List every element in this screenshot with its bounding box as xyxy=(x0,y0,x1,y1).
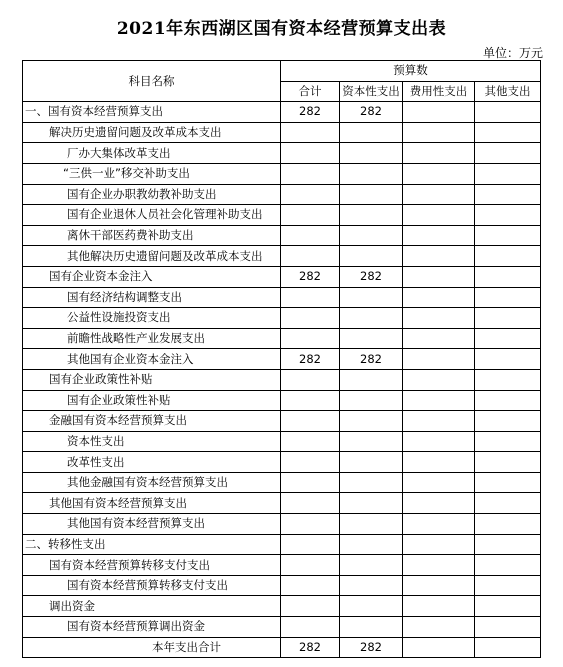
cell-expense xyxy=(403,493,475,514)
cell-expense xyxy=(403,225,475,246)
cell-expense xyxy=(403,431,475,452)
cell-expense xyxy=(403,102,475,123)
cell-capital: 282 xyxy=(340,266,403,287)
header-col-expense: 费用性支出 xyxy=(403,81,475,102)
cell-other xyxy=(475,122,541,143)
table-row xyxy=(23,163,541,184)
table-row xyxy=(23,308,541,329)
table-row xyxy=(23,637,541,658)
table-row xyxy=(23,575,541,596)
cell-expense xyxy=(403,534,475,555)
table-row xyxy=(23,369,541,390)
cell-other xyxy=(475,411,541,432)
header-budget-group: 预算数 xyxy=(281,61,541,82)
cell-total xyxy=(281,452,340,473)
cell-other xyxy=(475,102,541,123)
table-row xyxy=(23,328,541,349)
cell-other xyxy=(475,555,541,576)
cell-total xyxy=(281,225,340,246)
cell-capital xyxy=(340,534,403,555)
cell-total xyxy=(281,163,340,184)
cell-other xyxy=(475,205,541,226)
cell-expense xyxy=(403,555,475,576)
cell-capital xyxy=(340,452,403,473)
cell-capital xyxy=(340,225,403,246)
row-subject-name: 国有企业资本金注入 xyxy=(23,266,281,287)
cell-other xyxy=(475,637,541,658)
cell-expense xyxy=(403,328,475,349)
row-subject-name: 国有经济结构调整支出 xyxy=(23,287,281,308)
header-subject-name: 科目名称 xyxy=(23,61,281,102)
cell-capital xyxy=(340,472,403,493)
cell-capital xyxy=(340,163,403,184)
cell-other xyxy=(475,143,541,164)
row-subject-name: 离休干部医药费补助支出 xyxy=(23,225,281,246)
cell-other xyxy=(475,452,541,473)
cell-expense xyxy=(403,287,475,308)
cell-capital xyxy=(340,575,403,596)
cell-total xyxy=(281,493,340,514)
unit-label: 单位：万元 xyxy=(482,46,543,60)
row-subject-name: 其他国有资本经营预算支出 xyxy=(23,514,281,535)
row-subject-name: 国有企业政策性补贴 xyxy=(23,369,281,390)
cell-other xyxy=(475,493,541,514)
table-row xyxy=(23,266,541,287)
cell-other xyxy=(475,575,541,596)
cell-capital xyxy=(340,308,403,329)
cell-other xyxy=(475,266,541,287)
row-subject-name: 资本性支出 xyxy=(23,431,281,452)
table-row xyxy=(23,287,541,308)
table-row xyxy=(23,205,541,226)
table-row xyxy=(23,225,541,246)
cell-total xyxy=(281,472,340,493)
row-subject-name: 金融国有资本经营预算支出 xyxy=(23,411,281,432)
cell-expense xyxy=(403,308,475,329)
cell-capital xyxy=(340,390,403,411)
cell-capital: 282 xyxy=(340,102,403,123)
cell-expense xyxy=(403,390,475,411)
row-subject-name: 国有资本经营预算转移支付支出 xyxy=(23,555,281,576)
cell-total xyxy=(281,369,340,390)
cell-expense xyxy=(403,452,475,473)
table-row xyxy=(23,534,541,555)
row-subject-name: 解决历史遗留问题及改革成本支出 xyxy=(23,122,281,143)
cell-other xyxy=(475,163,541,184)
cell-total xyxy=(281,534,340,555)
cell-expense xyxy=(403,205,475,226)
row-subject-name: 国有企业办职教幼教补助支出 xyxy=(23,184,281,205)
cell-capital xyxy=(340,431,403,452)
cell-other xyxy=(475,225,541,246)
cell-other xyxy=(475,596,541,617)
row-subject-name: 本年支出合计 xyxy=(23,637,281,658)
cell-total xyxy=(281,514,340,535)
table-row xyxy=(23,555,541,576)
cell-total xyxy=(281,555,340,576)
cell-total xyxy=(281,122,340,143)
cell-total: 282 xyxy=(281,102,340,123)
row-subject-name: 前瞻性战略性产业发展支出 xyxy=(23,328,281,349)
row-subject-name: 其他国有资本经营预算支出 xyxy=(23,493,281,514)
table-row xyxy=(23,411,541,432)
table-row xyxy=(23,143,541,164)
header-col-capital: 资本性支出 xyxy=(340,81,403,102)
cell-total xyxy=(281,596,340,617)
cell-other xyxy=(475,308,541,329)
cell-capital xyxy=(340,328,403,349)
cell-expense xyxy=(403,514,475,535)
row-subject-name: 调出资金 xyxy=(23,596,281,617)
cell-capital: 282 xyxy=(340,349,403,370)
cell-total xyxy=(281,246,340,267)
row-subject-name: 改革性支出 xyxy=(23,452,281,473)
row-subject-name: 二、转移性支出 xyxy=(23,534,281,555)
table-row xyxy=(23,431,541,452)
cell-capital: 282 xyxy=(340,637,403,658)
page-title: 2021年东西湖区国有资本经营预算支出表 xyxy=(116,19,447,39)
cell-total xyxy=(281,328,340,349)
cell-other xyxy=(475,287,541,308)
cell-other xyxy=(475,369,541,390)
row-subject-name: 其他解决历史遗留问题及改革成本支出 xyxy=(23,246,281,267)
cell-total xyxy=(281,287,340,308)
row-subject-name: 国有企业退休人员社会化管理补助支出 xyxy=(23,205,281,226)
cell-other xyxy=(475,472,541,493)
cell-total: 282 xyxy=(281,637,340,658)
cell-other xyxy=(475,246,541,267)
table-row xyxy=(23,184,541,205)
cell-capital xyxy=(340,596,403,617)
cell-expense xyxy=(403,349,475,370)
cell-expense xyxy=(403,143,475,164)
cell-total xyxy=(281,411,340,432)
row-subject-name: 国有企业政策性补贴 xyxy=(23,390,281,411)
row-subject-name: 国有资本经营预算调出资金 xyxy=(23,617,281,638)
row-subject-name: “三供一业”移交补助支出 xyxy=(23,163,281,184)
cell-capital xyxy=(340,205,403,226)
cell-total xyxy=(281,308,340,329)
row-subject-name: 公益性设施投资支出 xyxy=(23,308,281,329)
cell-total: 282 xyxy=(281,349,340,370)
cell-other xyxy=(475,390,541,411)
cell-capital xyxy=(340,617,403,638)
cell-capital xyxy=(340,184,403,205)
cell-other xyxy=(475,431,541,452)
cell-expense xyxy=(403,184,475,205)
cell-expense xyxy=(403,617,475,638)
table-row xyxy=(23,246,541,267)
row-subject-name: 其他国有企业资本金注入 xyxy=(23,349,281,370)
cell-other xyxy=(475,617,541,638)
cell-other xyxy=(475,534,541,555)
cell-capital xyxy=(340,369,403,390)
table-row xyxy=(23,452,541,473)
table-row xyxy=(23,472,541,493)
cell-capital xyxy=(340,493,403,514)
table-row xyxy=(23,102,541,123)
cell-capital xyxy=(340,555,403,576)
table-body xyxy=(23,102,541,658)
row-subject-name: 国有资本经营预算转移支付支出 xyxy=(23,575,281,596)
cell-total xyxy=(281,205,340,226)
cell-expense xyxy=(403,575,475,596)
cell-other xyxy=(475,514,541,535)
table-row xyxy=(23,514,541,535)
cell-expense xyxy=(403,637,475,658)
cell-expense xyxy=(403,246,475,267)
cell-total xyxy=(281,390,340,411)
cell-total xyxy=(281,184,340,205)
budget-table xyxy=(22,60,541,658)
cell-capital xyxy=(340,514,403,535)
cell-expense xyxy=(403,163,475,184)
cell-total xyxy=(281,575,340,596)
cell-other xyxy=(475,349,541,370)
cell-capital xyxy=(340,122,403,143)
cell-capital xyxy=(340,287,403,308)
cell-total xyxy=(281,143,340,164)
table-row xyxy=(23,122,541,143)
cell-other xyxy=(475,184,541,205)
table-row xyxy=(23,617,541,638)
cell-total xyxy=(281,431,340,452)
table-row xyxy=(23,390,541,411)
cell-expense xyxy=(403,266,475,287)
table-row xyxy=(23,493,541,514)
table-row xyxy=(23,349,541,370)
cell-capital xyxy=(340,246,403,267)
header-col-other: 其他支出 xyxy=(475,81,541,102)
row-subject-name: 其他金融国有资本经营预算支出 xyxy=(23,472,281,493)
cell-other xyxy=(475,328,541,349)
row-subject-name: 一、国有资本经营预算支出 xyxy=(23,102,281,123)
cell-expense xyxy=(403,472,475,493)
cell-expense xyxy=(403,596,475,617)
cell-capital xyxy=(340,411,403,432)
cell-total xyxy=(281,617,340,638)
cell-expense xyxy=(403,369,475,390)
header-col-total: 合计 xyxy=(281,81,340,102)
cell-total: 282 xyxy=(281,266,340,287)
cell-expense xyxy=(403,411,475,432)
table-row xyxy=(23,596,541,617)
cell-expense xyxy=(403,122,475,143)
row-subject-name: 厂办大集体改革支出 xyxy=(23,143,281,164)
cell-capital xyxy=(340,143,403,164)
